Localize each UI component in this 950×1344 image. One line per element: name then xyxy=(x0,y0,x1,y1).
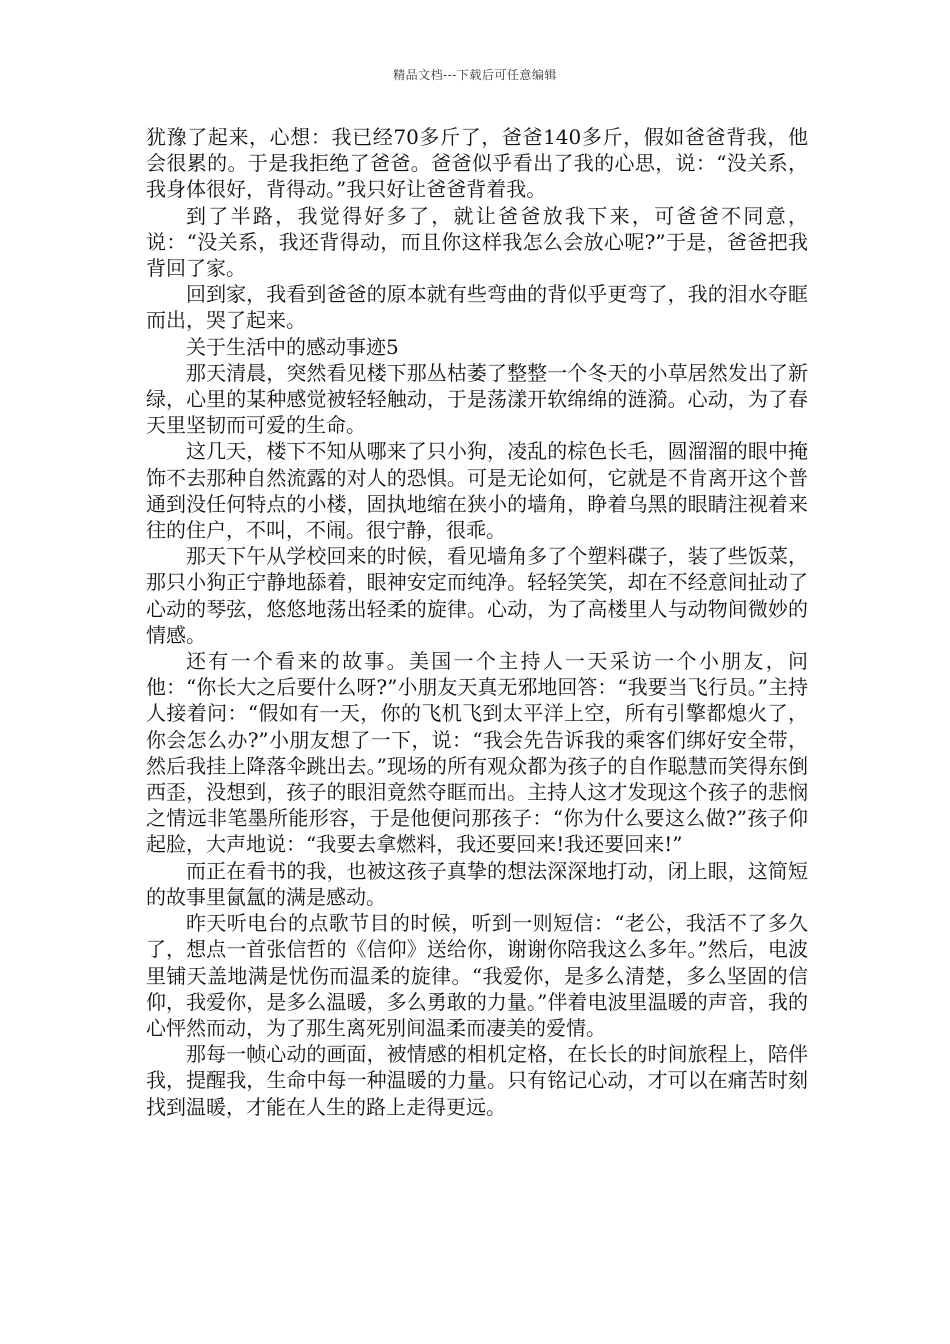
paragraph: 回到家，我看到爸爸的原本就有些弯曲的背似乎更弯了，我的泪水夺眶而出，哭了起来。 xyxy=(146,282,808,333)
paragraph: 还有一个看来的故事。美国一个主持人一天采访一个小朋友，问他：“你长大之后要什么呀?”小朋友天真无邪地回答：“我要当飞行员。”主持人接着问：“假如有一天，你的飞机飞到太平洋上空，所有引擎都熄火了，你会怎么办?”小朋友想了一下，说：“我会先告诉我的乘客们绑好安全带，然后我挂上降落伞跳出去。”现场的所有观众都为孩子的自作聪慧而笑得东倒西歪，没想到，孩子的眼泪竟然夺眶而出。主持人这才发现这个孩子的悲悯之情远非笔墨所能形容，于是他便问那孩子：“你为什么要这么做?”孩子仰起脸，大声地说：“我要去拿燃料，我还要回来!我还要回来!” xyxy=(146,649,808,857)
document-body xyxy=(146,124,808,1120)
paragraph: 那天清晨，突然看见楼下那丛枯萎了整整一个冬天的小草居然发出了新绿，心里的某种感觉被轻轻触动，于是荡漾开软绵绵的涟漪。心动，为了春天里坚韧而可爱的生命。 xyxy=(146,360,808,438)
paragraph: 而正在看书的我，也被这孩子真挚的想法深深地打动，闭上眼，这简短的故事里氤氲的满是感动。 xyxy=(146,858,808,909)
section-heading: 关于生活中的感动事迹5 xyxy=(186,334,399,359)
paragraph: 昨天听电台的点歌节目的时候，听到一则短信：“老公，我活不了多久了，想点一首张信哲的《信仰》送给你，谢谢你陪我这么多年。”然后，电波里铺天盖地满是忧伤而温柔的旋律。“我爱你，是多么清楚，多么坚固的信仰，我爱你，是多么温暖，多么勇敢的力量。”伴着电波里温暖的声音，我的心怦然而动，为了那生离死别间温柔而凄美的爱情。 xyxy=(146,911,808,1040)
paragraph: 那每一帧心动的画面，被情感的相机定格，在长长的时间旅程上，陪伴我，提醒我，生命中每一种温暖的力量。只有铭记心动，才可以在痛苦时刻找到温暖，才能在人生的路上走得更远。 xyxy=(146,1042,808,1119)
page-header: 精品文档---下载后可任意编辑 xyxy=(393,68,557,82)
paragraph-continued: 犹豫了起来，心想：我已经70多斤了，爸爸140多斤，假如爸爸背我，他会很累的。于是我拒绝了爸爸。爸爸似乎看出了我的心思，说：“没关系，我身体很好，背得动。”我只好让爸爸背着我。 xyxy=(146,125,808,202)
paragraph: 那天下午从学校回来的时候，看见墙角多了个塑料碟子，装了些饭菜，那只小狗正宁静地舔着，眼神安定而纯净。轻轻笑笑，却在不经意间扯动了心动的琴弦，悠悠地荡出轻柔的旋律。心动，为了高楼里人与动物间微妙的情感。 xyxy=(146,544,808,647)
paragraph: 到了半路，我觉得好多了，就让爸爸放我下来，可爸爸不同意，说：“没关系，我还背得动，而且你这样我怎么会放心呢?”于是，爸爸把我背回了家。 xyxy=(146,203,808,281)
paragraph: 这几天，楼下不知从哪来了只小狗，凌乱的棕色长毛，圆溜溜的眼中掩饰不去那种自然流露的对人的恐惧。可是无论如何，它就是不肯离开这个普通到没任何特点的小楼，固执地缩在狭小的墙角，睁着乌黑的眼睛注视着来往的住户，不叫，不闹。很宁静，很乖。 xyxy=(146,439,808,543)
